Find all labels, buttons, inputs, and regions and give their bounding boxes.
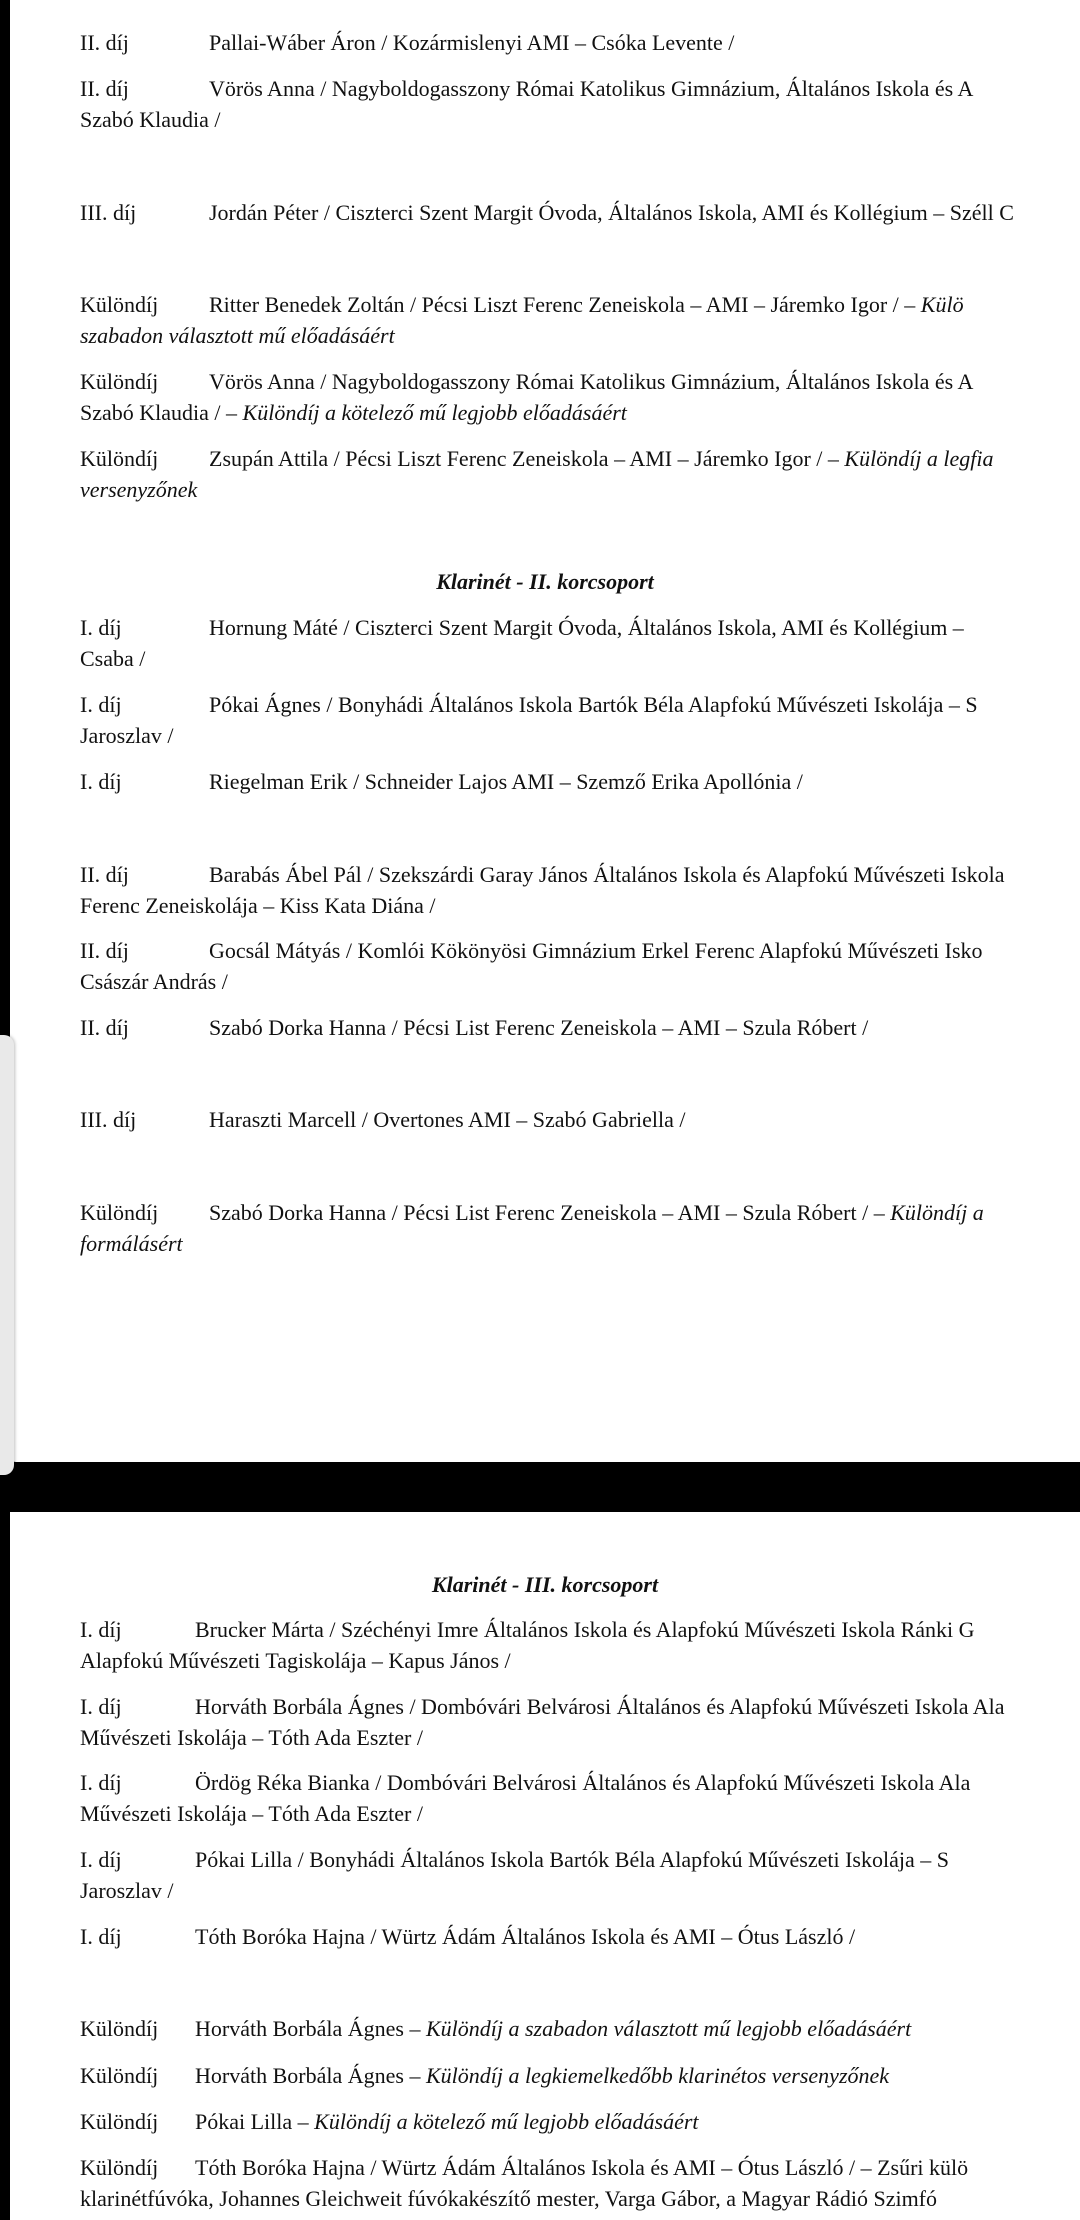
award-entry <box>80 197 1080 228</box>
award-entry <box>80 935 1080 997</box>
award-entry: Különdíj Pókai Lilla – Különdíj a kötelező mű legjobb előadásáért <box>80 2106 1080 2137</box>
entry-text: Vörös Anna / Nagyboldogasszony Római Katolikus Gimnázium, Általános Iskola és A <box>209 369 974 394</box>
award-label: II. díj <box>80 862 129 887</box>
award-label: I. díj <box>80 692 122 717</box>
entry-text: Pókai Lilla – <box>195 2109 315 2134</box>
award-label: I. díj <box>80 1847 122 1872</box>
award-label: Különdíj <box>80 2016 159 2041</box>
entry-text-cont: Ferenc Zeneiskolája – Kiss Kata Diána / <box>80 893 436 918</box>
entry-text-cont: Művészeti Iskolája – Tóth Ada Eszter / <box>80 1801 423 1826</box>
entry-text: Brucker Márta / Széchényi Imre Általános Iskola és Alapfokú Művészeti Iskola Ránki G <box>195 1617 975 1642</box>
entry-text-cont: klarinétfúvóka, Johannes Gleichweit fúvókakészítő mester, Varga Gábor, a Magyar Rádió Szimfó <box>80 2186 938 2211</box>
award-label: Különdíj <box>80 292 159 317</box>
award-entry <box>80 1614 1080 1676</box>
award-label: I. díj <box>80 1924 122 1949</box>
award-label: III. díj <box>80 1107 137 1132</box>
entry-text: Barabás Ábel Pál / Szekszárdi Garay János Általános Iskola és Alapfokú Művészeti Iskola <box>209 862 1005 887</box>
scroll-handle[interactable] <box>0 1035 14 1475</box>
entry-text: Jordán Péter / Ciszterci Szent Margit Óvoda, Általános Iskola, AMI és Kollégium – Széll C <box>209 200 1014 225</box>
award-label: II. díj <box>80 76 129 101</box>
entry-text-cont: Csaba / <box>80 646 146 671</box>
award-label: I. díj <box>80 615 122 640</box>
award-entry <box>80 1012 1080 1043</box>
document-page-2 <box>10 1512 1080 2220</box>
entry-text: Hornung Máté / Ciszterci Szent Margit Óvoda, Általános Iskola, AMI és Kollégium – <box>209 615 964 640</box>
award-entry: Különdíj Horváth Borbála Ágnes – Különdíj a legkiemelkedőbb klarinétos versenyzőnek <box>80 2060 1080 2091</box>
entry-text: Szabó Dorka Hanna / Pécsi List Ferenc Zeneiskola – AMI – Szula Róbert / <box>209 1015 869 1040</box>
award-label: I. díj <box>80 1770 122 1795</box>
entry-text-cont: Jaroszlav / <box>80 1878 174 1903</box>
entry-text: Pókai Ágnes / Bonyhádi Általános Iskola Bartók Béla Alapfokú Művészeti Iskolája – S <box>209 692 978 717</box>
entry-text: Pallai-Wáber Áron / Kozármislenyi AMI – Csóka Levente / <box>209 30 735 55</box>
entry-text-cont: Szabó Klaudia / <box>80 107 221 132</box>
section-heading: Klarinét - III. korcsoport <box>431 1572 659 1597</box>
entry-text: Ritter Benedek Zoltán / Pécsi Liszt Ferenc Zeneiskola – AMI – Járemko Igor / – <box>209 292 921 317</box>
award-entry: Különdíj Zsupán Attila / Pécsi Liszt Ferenc Zeneiskola – AMI – Járemko Igor / – Különdíj a legfia versenyzőnek <box>80 443 1080 505</box>
award-entry: Különdíj Szabó Dorka Hanna / Pécsi List Ferenc Zeneiskola – AMI – Szula Róbert / – Különdíj a formálásért <box>80 1197 1080 1259</box>
award-label: III. díj <box>80 200 137 225</box>
award-label: II. díj <box>80 938 129 963</box>
award-entry <box>80 2152 1080 2214</box>
entry-text-cont: Alapfokú Művészeti Tagiskolája – Kapus János / <box>80 1648 511 1673</box>
award-entry <box>80 27 1080 58</box>
award-label: Különdíj <box>80 369 159 394</box>
entry-text: Pókai Lilla / Bonyhádi Általános Iskola Bartók Béla Alapfokú Művészeti Iskolája – S <box>195 1847 949 1872</box>
entry-text: Horváth Borbála Ágnes – <box>195 2016 426 2041</box>
award-entry <box>80 689 1080 751</box>
entry-text-cont: Császár András / <box>80 969 228 994</box>
award-entry <box>80 73 1080 135</box>
award-label: II. díj <box>80 1015 129 1040</box>
award-entry: Különdíj Horváth Borbála Ágnes – Különdíj a szabadon választott mű legjobb előadásáért <box>80 2013 1080 2044</box>
award-label: II. díj <box>80 30 129 55</box>
award-entry <box>80 612 1080 674</box>
award-label: Különdíj <box>80 446 159 471</box>
entry-text-cont: Jaroszlav / <box>80 723 174 748</box>
entry-text: Zsupán Attila / Pécsi Liszt Ferenc Zeneiskola – AMI – Járemko Igor / – <box>209 446 845 471</box>
entry-text: Ördög Réka Bianka / Dombóvári Belvárosi Általános és Alapfokú Művészeti Iskola Ala <box>195 1770 971 1795</box>
award-entry: Különdíj Vörös Anna / Nagyboldogasszony Római Katolikus Gimnázium, Általános Iskola és A Szabó Klaudia / – Különdíj a kötelező mű legjobb előadásáért <box>80 366 1080 428</box>
award-entry <box>80 859 1080 921</box>
award-label: I. díj <box>80 1617 122 1642</box>
entry-text: Horváth Borbála Ágnes – <box>195 2063 426 2088</box>
award-entry <box>80 1104 1080 1135</box>
award-entry <box>80 766 1080 797</box>
entry-text: Gocsál Mátyás / Komlói Kökönyösi Gimnázium Erkel Ferenc Alapfokú Művészeti Isko <box>209 938 983 963</box>
award-entry <box>80 1921 1080 1952</box>
entry-text: Tóth Boróka Hajna / Würtz Ádám Általános Iskola és AMI – Ótus László / – Zsűri külö <box>195 2155 969 2180</box>
award-entry <box>80 1844 1080 1906</box>
entry-text: Szabó Dorka Hanna / Pécsi List Ferenc Zeneiskola – AMI – Szula Róbert / – <box>209 1200 891 1225</box>
entry-text-cont: Szabó Klaudia / – <box>80 400 243 425</box>
award-label: Különdíj <box>80 2109 159 2134</box>
award-entry: Különdíj Ritter Benedek Zoltán / Pécsi Liszt Ferenc Zeneiskola – AMI – Járemko Igor / – Külö szabadon választott mű előadásáért <box>80 289 1080 351</box>
award-entry <box>80 1767 1080 1829</box>
document-page-1 <box>10 0 1080 1462</box>
entry-text: Vörös Anna / Nagyboldogasszony Római Katolikus Gimnázium, Általános Iskola és A <box>209 76 974 101</box>
award-label: Különdíj <box>80 1200 159 1225</box>
entry-text: Horváth Borbála Ágnes / Dombóvári Belvárosi Általános és Alapfokú Művészeti Iskola Ala <box>195 1694 1005 1719</box>
section-heading: Klarinét - II. korcsoport <box>436 569 654 594</box>
entry-text: Tóth Boróka Hajna / Würtz Ádám Általános Iskola és AMI – Ótus László / <box>195 1924 856 1949</box>
award-label: Különdíj <box>80 2063 159 2088</box>
entry-text-cont: Művészeti Iskolája – Tóth Ada Eszter / <box>80 1725 423 1750</box>
entry-text: Haraszti Marcell / Overtones AMI – Szabó Gabriella / <box>209 1107 686 1132</box>
award-label: Különdíj <box>80 2155 159 2180</box>
entry-text: Riegelman Erik / Schneider Lajos AMI – Szemző Erika Apollónia / <box>209 769 803 794</box>
award-label: I. díj <box>80 769 122 794</box>
award-entry <box>80 1691 1080 1753</box>
award-label: I. díj <box>80 1694 122 1719</box>
